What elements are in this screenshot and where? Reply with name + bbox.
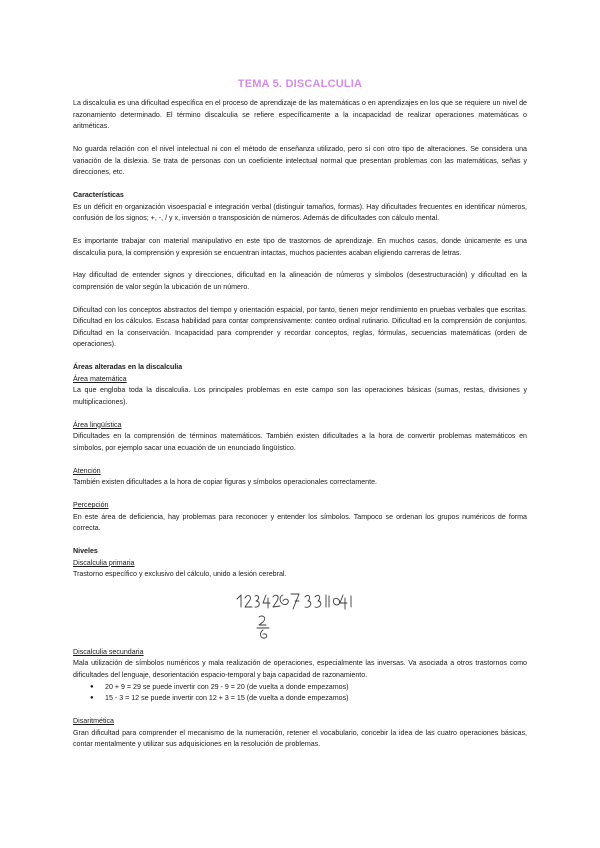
disaritmetica-title: Disaritmética [73,717,114,726]
discalculia-primaria-text: Trastorno específico y exclusivo del cálculo, unido a lesión cerebral. [73,570,287,579]
discalculia-secundaria-title: Discalculia secundaria [73,647,144,656]
discalculia-secundaria-text: Mala utilización de símbolos numéricos y mala realización de operaciones, especialmente las inversas. Va asociada a otros trastornos como dificultades del lenguaje, desorientación espacio-temporal y baja capacidad de razonamiento. [73,659,527,680]
handwritten-numbers-image [73,587,527,643]
disaritmetica-text: Gran dificultad para comprender el mecanismo de la numeración, retener el vocabulario, concebir la idea de las cuatro operaciones básicas, contar mentalmente y utilizar sus adquisiciones en la resolución de problemas. [73,728,527,749]
list-item: ● 15 - 3 = 12 se puede invertir con 12 + 3 = 15 (de vuelta a donde empezamos) [105,693,527,705]
bullet-list [73,682,527,705]
percepcion-text: En este área de deficiencia, hay problemas para reconocer y entender los símbolos. Tampoco se ordenan los grupos numéricos de forma correcta. [73,512,527,533]
discalculia-primaria-title: Discalculia primaria [73,558,135,567]
list-item: ● 20 + 9 = 29 se puede invertir con 29 - 9 = 20 (de vuelta a donde empezamos) [105,682,527,694]
intro-paragraph-1: La discalculia es una dificultad específica en el proceso de aprendizaje de las matemáticas o en aprendizajes en los que se requiere un nivel de razonamiento determinado. El término discalculia se refiere específicamente a la incapacidad de realizar operaciones matemáticas o aritméticas. [73,99,527,131]
caracteristicas-paragraph-2: Es importante trabajar con material manipulativo en este tipo de trastornos de aprendizaje. En muchos casos, donde únicamente es una discalculia pura, la comprensión y expresión se encuentran intactas, muchos pacientes acaban eligiendo carreras de letras. [73,236,527,257]
area-matematica-title: Área matemática [73,374,127,383]
atencion-text: También existen dificultades a la hora de copiar figuras y símbolos operacionales correctamente. [73,478,378,487]
percepcion-title: Percepción [73,501,109,510]
areas-heading: Áreas alteradas en la discalculia [73,363,183,372]
caracteristicas-heading: Características [73,190,124,199]
area-matematica-text: La que engloba toda la discalculia. Los principales problemas en este campo son las operaciones básicas (sumas, restas, divisiones y multiplicaciones). [73,386,527,406]
handwritten-scribble-icon [233,587,363,643]
intro-paragraph-2: No guarda relación con el nivel intelectual ni con el método de enseñanza utilizado, pero sí con otro tipo de alteraciones. Se considera una variación de la dislexia. Se trata de personas con un coeficiente intelectual normal que presentan problemas con las matemáticas, señas y direcciones, etc. [73,144,527,177]
page-title: TEMA 5. DISCALCULIA [237,78,363,90]
atencion-title: Atención [73,466,101,475]
niveles-heading: Niveles [73,547,98,556]
caracteristicas-paragraph-1: Es un déficit en organización visoespacial e integración verbal (distinguir tamaños, formas). Hay dificultades frecuentes en identificar números, confusión de los signos; +, -, / y x, inversión o transposición de números. Además de dificultades con cálculo mental. [73,202,527,223]
caracteristicas-paragraph-4: Dificultad con los conceptos abstractos del tiempo y orientación espacial, por tanto, tienen mejor rendimiento en pruebas verbales que escritas. Dificultad en los cálculos. Escasa habilidad para contar comprensivamente: conteo ordinal rutinario. Dificultad en la comprensión de conjuntos. Dificultad en la conservación. Incapacidad para comprender y recordar conceptos, reglas, fórmulas, secuencias matemáticas (orden de operaciones). [73,305,527,349]
document-body [73,98,527,751]
area-linguistica-text: Dificultades en la comprensión de términos matemáticos. También existen dificultades a la hora de convertir problemas matemáticos en símbolos, por ejemplo sacar una ecuación de un enunciado lingüístico. [73,432,527,452]
area-linguistica-title: Área lingüística [73,420,122,429]
caracteristicas-paragraph-3: Hay dificultad de entender signos y direcciones, dificultad en la alineación de números y símbolos (desestructuración) y dificultad en la comprensión de valor según la ubicación de un número. [73,271,527,291]
